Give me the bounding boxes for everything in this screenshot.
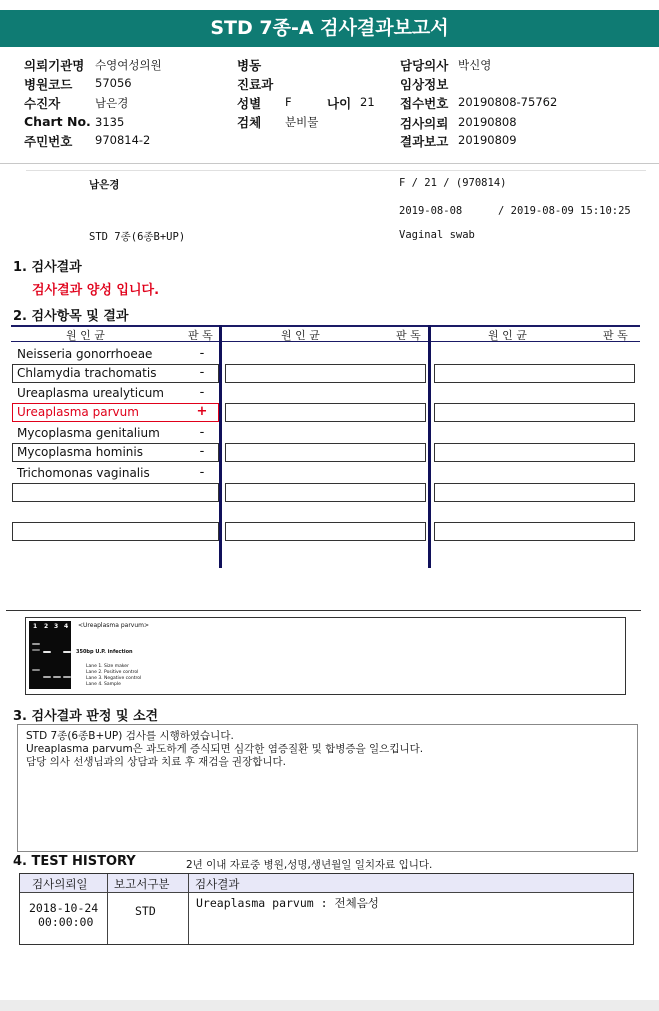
lane-number: 1 [33,623,38,630]
summary-sex-age: F / 21 / (970814) [399,177,507,189]
history-note: 2년 이내 자료중 병원,성명,생년월일 일치자료 입니다. [186,859,433,871]
section3-heading: 3. 검사결과 판정 및 소견 [13,709,159,724]
empty-row [225,403,426,422]
gel-band [32,649,40,651]
col-judge-3: 판 독 [603,329,628,342]
patient-value: 남은경 [95,96,129,110]
gel-band [63,676,71,678]
test-item-result: - [199,465,205,480]
empty-row [225,364,426,383]
column-divider [428,325,431,568]
test-item-result: - [199,385,205,400]
empty-row [225,483,426,502]
ward-label: 병동 [237,58,262,73]
history-col-result: 검사결과 [195,877,240,891]
test-item-row [12,424,219,443]
summary-divider [26,170,646,171]
test-item-name: Neisseria gonorrhoeae [17,347,153,361]
test-item-name: Mycoplasma hominis [17,445,143,459]
age-value: 21 [360,95,375,109]
opinion-line: Ureaplasma parvum은 과도하게 증식되면 심각한 염증질환 및 합병증을 일으킵니다. [26,743,424,755]
summary-name: 남은경 [89,179,120,191]
gel-image-panel [25,617,626,695]
receipt-label: 접수번호 [400,96,449,111]
result-grid-header [11,325,640,342]
empty-row [12,483,219,502]
grid-bottom-divider [6,610,641,611]
test-item-result: - [199,444,205,459]
sex-value: F [285,95,292,109]
opinion-box [17,724,638,852]
age-label: 나이 [327,96,352,111]
code-value: 57056 [95,76,132,90]
test-item-row [12,464,219,483]
history-row-time: 00:00:00 [38,915,94,929]
specimen-value: 분비물 [285,115,319,129]
summary-date-to: / 2019-08-09 15:10:25 [498,205,631,217]
jumin-value: 970814-2 [95,133,151,147]
empty-row [434,483,635,502]
opinion-line: STD 7종(6종B+UP) 검사를 시행하였습니다. [26,730,234,742]
lane-number: 4 [64,623,69,630]
lane-number: 3 [54,623,59,630]
empty-row [225,522,426,541]
code-label: 병원코드 [24,77,73,92]
col-judge-1: 판 독 [188,329,213,342]
test-item-row [12,384,219,403]
test-item-row [12,364,219,383]
empty-row [12,522,219,541]
jumin-label: 주민번호 [24,134,73,149]
empty-row [434,403,635,422]
chart-label: Chart No. [24,114,91,129]
doctor-value: 박신영 [458,58,492,72]
test-item-row-positive [12,403,219,422]
gel-legend: Lane 4. Sample [86,682,121,687]
gel-legend: Lane 2. Positive control [86,670,139,675]
summary-specimen: Vaginal swab [399,229,475,241]
opinion-line: 담당 의사 선생님과의 상담과 치료 후 재검을 권장합니다. [26,756,286,768]
request-label: 검사의뢰 [400,116,449,131]
test-item-result: - [199,346,205,361]
gel-legend: Lane 1. Size maker [86,664,129,669]
col-cause-2: 원 인 균 [281,329,320,342]
section1-result: 검사결과 양성 입니다. [32,283,160,298]
empty-row [434,443,635,462]
doctor-label: 담당의사 [400,58,449,73]
empty-row [434,522,635,541]
footer-bar [0,1000,659,1011]
section2-heading: 2. 검사항목 및 결과 [13,309,129,324]
test-item-result: - [199,425,205,440]
history-col-divider [188,874,189,944]
report-label: 결과보고 [400,134,449,149]
summary-test-name: STD 7종(6종B+UP) [89,231,186,243]
test-item-row [12,443,219,462]
dept-label: 진료과 [237,77,274,92]
gel-band [32,643,40,645]
test-item-row [12,345,219,364]
gel-band [53,676,61,678]
test-item-result: - [199,365,205,380]
gel-band [43,676,51,678]
col-cause-3: 원 인 균 [488,329,527,342]
column-divider [219,325,222,568]
hospital-label: 의뢰기관명 [24,58,85,73]
test-item-result-positive: + [196,404,208,419]
history-col-divider [107,874,108,944]
gel-title: <Ureaplasma parvum> [78,622,150,629]
clinical-label: 임상정보 [400,77,449,92]
header-divider [0,163,659,164]
history-col-type: 보고서구분 [114,877,170,891]
history-header [20,874,633,893]
history-row-type: STD [135,904,156,918]
col-judge-2: 판 독 [396,329,421,342]
section1-heading: 1. 검사결과 [13,260,82,275]
patient-label: 수진자 [24,96,61,111]
empty-row [434,364,635,383]
report-title: STD 7종-A 검사결과보고서 [0,10,659,47]
section4-heading: 4. TEST HISTORY [13,854,136,869]
history-col-date: 검사의뢰일 [32,877,88,891]
test-item-name: Mycoplasma genitalium [17,426,160,440]
col-cause-1: 원 인 균 [66,329,105,342]
history-row-result: Ureaplasma parvum : 전체음성 [196,896,379,910]
test-item-name: Ureaplasma parvum [17,405,139,419]
gel-band-label: 350bp U.P. infection [76,649,133,655]
gel-band [43,651,51,653]
gel-legend: Lane 3. Negative control [86,676,142,681]
gel-image [29,621,71,689]
lane-number: 2 [44,623,49,630]
chart-value: 3135 [95,115,125,129]
test-item-name: Trichomonas vaginalis [17,466,150,480]
summary-date-from: 2019-08-08 [399,205,463,217]
gel-band [32,669,40,671]
sex-label: 성별 [237,96,262,111]
history-row-date: 2018-10-24 [29,901,99,915]
test-item-name: Ureaplasma urealyticum [17,386,164,400]
specimen-label: 검체 [237,115,262,130]
empty-row [225,443,426,462]
gel-band [63,651,71,653]
request-value: 20190808 [458,115,517,129]
history-table [19,873,634,945]
receipt-value: 20190808-75762 [458,95,558,109]
hospital-value: 수영여성의원 [95,58,162,72]
report-value: 20190809 [458,133,517,147]
test-item-name: Chlamydia trachomatis [17,366,157,380]
